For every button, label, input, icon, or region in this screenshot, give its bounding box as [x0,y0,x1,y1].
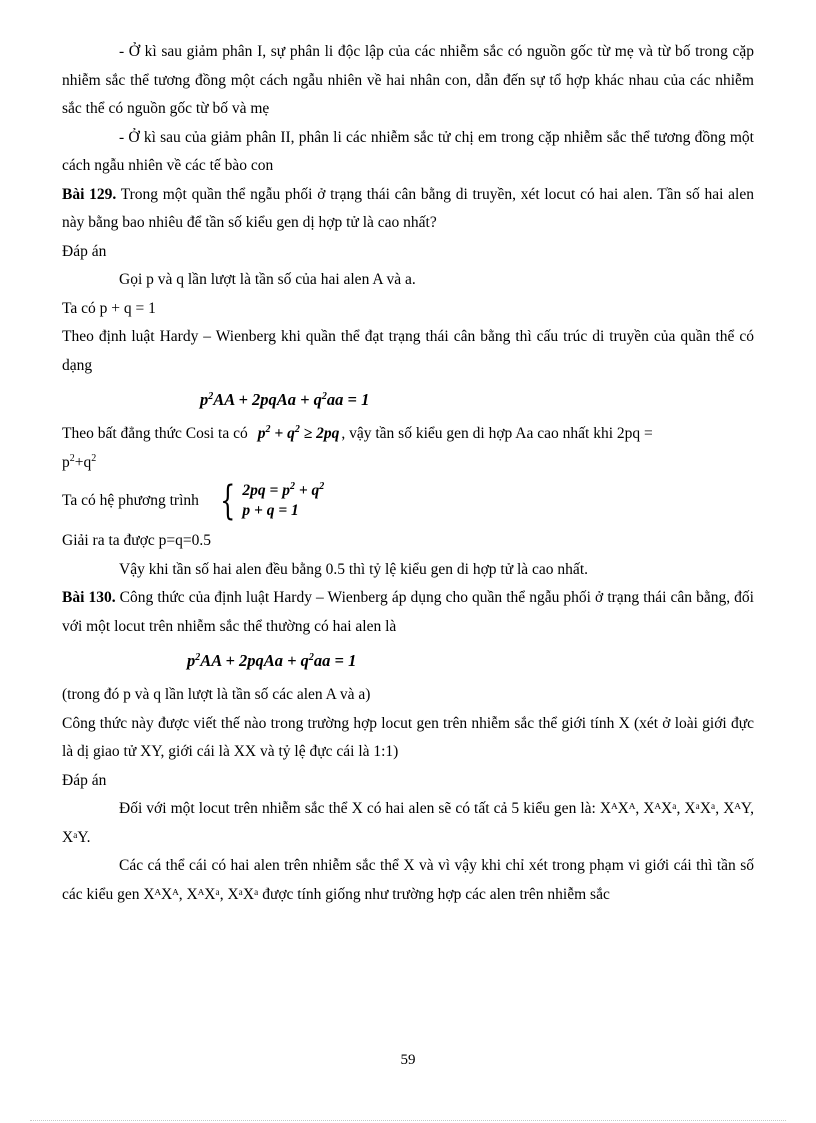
solution-line-7: Công thức này được viết thế nào trong trường hợp locut gen trên nhiễm sắc thể giới tính X (xét ở loài giới đực là dị giao tử XY, giới cái là XX và tỷ lệ đực cái là 1:1) [62,714,754,760]
solution-line-8: Đối với một locut trên nhiễm sắc thể X có hai alen sẽ có tất cả 5 kiểu gen là: XᴬXᴬ, XᴬXᵃ, XᵃXᵃ, XᴬY, XᵃY. [62,800,754,846]
hardy-weinberg-formula-1: $p^2AA$ + 2pqAa + $q^2aa = 1$ [200,390,370,409]
answer-label-129: Đáp án [62,242,107,260]
question-130-text: Công thức của định luật Hardy – Wienberg áp dụng cho quần thể ngẫu phối ở trạng thái cân bằng, đối với một locut trên nhiễm sắc thể thường có hai alen là [62,589,754,635]
brace-symbol: { [219,478,236,524]
solution-line-2: Ta có p + q = 1 [62,299,156,317]
equation-system [62,478,754,524]
solution-line-5: Vậy khi tần số hai alen đều bằng 0.5 thì tỷ lệ kiểu gen di hợp tử là cao nhất. [119,560,588,578]
equation-line-1: $2pq = p^2 + q^2$ [242,481,325,499]
cosi-line-end: $p^2+q^2$ [62,452,97,471]
answer-label-130: Đáp án [62,771,107,789]
solution-line-9: Các cá thể cái có hai alen trên nhiễm sắc thể X và vì vậy khi chỉ xét trong phạm vi giới cái thì tần số các kiểu gen XᴬXᴬ, XᴬXᵃ, XᵃXᵃ được tính giống như trường hợp các alen trên nhiễm sắc [62,857,754,903]
equation-system-label: Ta có hệ phương trình [62,491,199,509]
document-body [62,38,754,909]
question-129 [62,181,754,238]
cosi-line: Theo bất đẳng thức Cosi ta có $p^2 + q^2 \ge 2pq$ , vậy tần số kiểu gen di hợp Aa cao nhất khi 2pq = [62,424,653,442]
question-129-text: Trong một quần thể ngẫu phối ở trạng thái cân bằng di truyền, xét locut có hai alen. Tần số hai alen này bằng bao nhiêu để tần số kiểu gen dị hợp tử là cao nhất? [62,185,754,231]
hardy-weinberg-formula-2: $p^2AA$ + 2pqAa + $q^2aa = 1$ [187,651,357,670]
footer-divider [30,1120,786,1121]
solution-line-6: (trong đó p và q lần lượt là tần số các alen A và a) [62,686,371,703]
question-130-title: Bài 130. [62,589,116,606]
question-130 [62,584,754,641]
question-129-title: Bài 129. [62,185,117,203]
equation-line-2: p + q = 1 [242,502,299,519]
paragraph-meiosis-1: - Ở kì sau giảm phân I, sự phân li độc lập của các nhiễm sắc có nguồn gốc từ mẹ và từ bố trong cặp nhiễm sắc thể tương đồng một cách ngẫu nhiên về hai nhân con, dẫn đến sự tổ hợp khác nhau của các nhiễm sắc thể có nguồn gốc từ bố và mẹ [62,43,754,117]
equation-system-lines [242,481,324,521]
cosi-inequality: $p^2 + q^2 \ge 2pq$ [257,424,340,442]
solution-line-1: Gọi p và q lần lượt là tần số của hai alen A và a. [119,271,416,288]
page-number: 59 [400,1052,416,1068]
solution-line-3: Theo định luật Hardy – Wienberg khi quần thể đạt trạng thái cân bằng thì cấu trúc di truyền của quần thể có dạng [62,328,754,374]
solution-line-4: Giải ra ta được p=q=0.5 [62,532,211,549]
paragraph-meiosis-2: - Ở kì sau của giảm phân II, phân li các nhiễm sắc tử chị em trong cặp nhiễm sắc thể tương đồng một cách ngẫu nhiên về các tế bào con [62,128,754,174]
